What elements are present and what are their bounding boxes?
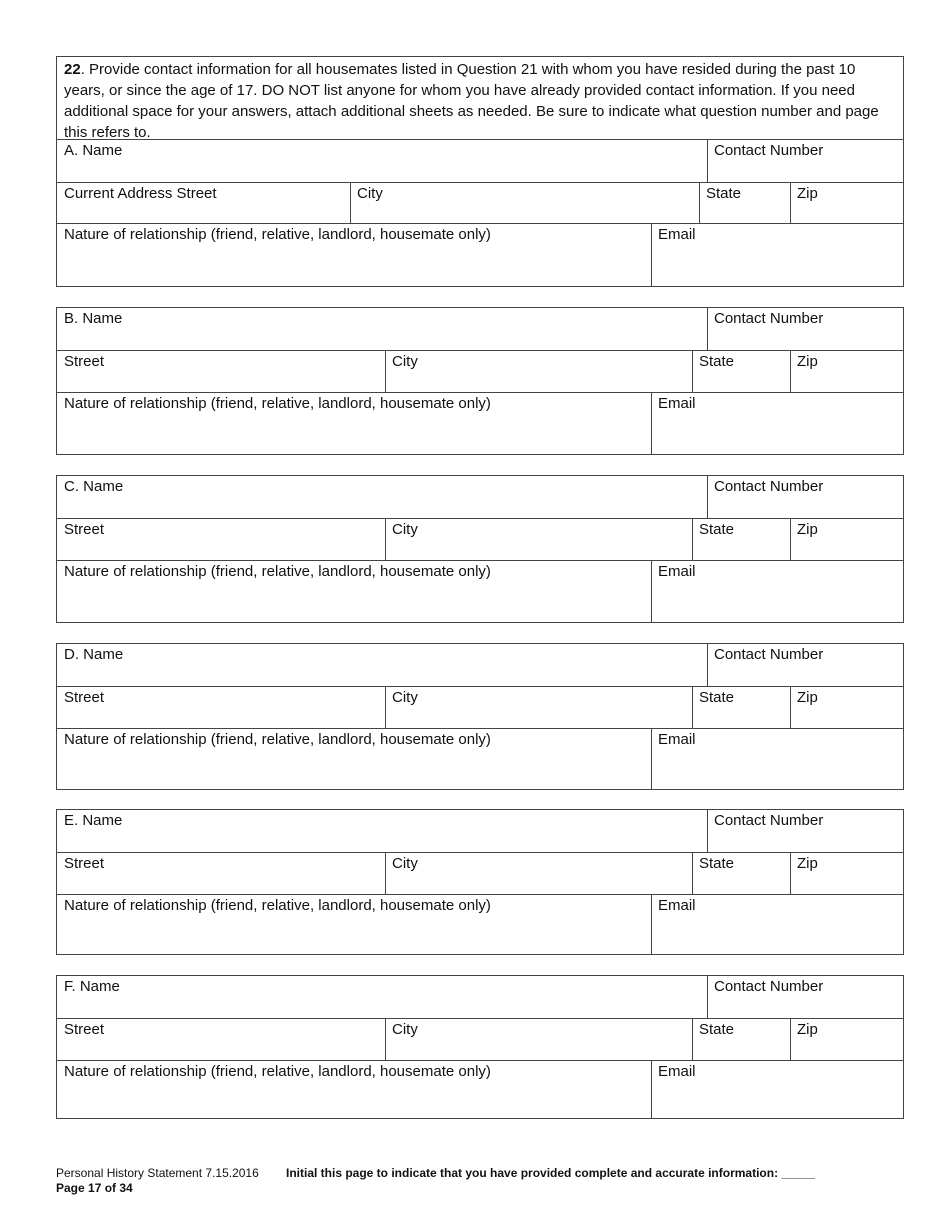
page-number: Page 17 of 34 (56, 1181, 133, 1195)
name-field[interactable]: A. Name (64, 142, 123, 159)
state-field[interactable]: State (699, 521, 735, 538)
state-field[interactable]: State (699, 689, 735, 706)
relationship-field[interactable]: Nature of relationship (friend, relative, landlord, housemate only) (64, 897, 491, 914)
name-field[interactable]: D. Name (64, 646, 124, 663)
housemate-block-a (56, 56, 904, 287)
city-field[interactable]: City (357, 185, 383, 202)
zip-field[interactable]: Zip (797, 185, 818, 202)
contact-number-field[interactable]: Contact Number (714, 142, 824, 159)
zip-field[interactable]: Zip (797, 1021, 818, 1038)
name-field[interactable]: B. Name (64, 310, 123, 327)
question-number: 22 (64, 61, 81, 78)
page-footer (56, 1166, 815, 1196)
zip-field[interactable]: Zip (797, 353, 818, 370)
name-field[interactable]: F. Name (64, 978, 120, 995)
contact-number-field[interactable]: Contact Number (714, 978, 824, 995)
contact-number-field[interactable]: Contact Number (714, 812, 824, 829)
relationship-field[interactable]: Nature of relationship (friend, relative, landlord, housemate only) (64, 731, 491, 748)
city-field[interactable]: City (392, 689, 418, 706)
street-field[interactable]: Current Address Street (64, 185, 217, 202)
contact-number-field[interactable]: Contact Number (714, 646, 824, 663)
question-22-text (57, 57, 903, 145)
question-body: . Provide contact information for all housemates listed in Question 21 with whom you have resided during the past 10 years, or since the age of 17. DO NOT list anyone for whom you have already provided contact information. If you need additional space for your answers, attach additional sheets as needed. Be sure to indicate what question number and page this refers to. (64, 61, 879, 141)
email-field[interactable]: Email (658, 563, 696, 580)
email-field[interactable]: Email (658, 1063, 696, 1080)
contact-number-field[interactable]: Contact Number (714, 478, 824, 495)
housemate-block-e (56, 809, 904, 955)
street-field[interactable]: Street (64, 521, 105, 538)
housemate-block-b (56, 307, 904, 455)
street-field[interactable]: Street (64, 1021, 105, 1038)
relationship-field[interactable]: Nature of relationship (friend, relative, landlord, housemate only) (64, 226, 491, 243)
relationship-field[interactable]: Nature of relationship (friend, relative, landlord, housemate only) (64, 1063, 491, 1080)
email-field[interactable]: Email (658, 395, 696, 412)
state-field[interactable]: State (699, 353, 735, 370)
name-field[interactable]: E. Name (64, 812, 123, 829)
relationship-field[interactable]: Nature of relationship (friend, relative, landlord, housemate only) (64, 563, 491, 580)
housemate-block-c (56, 475, 904, 623)
housemate-block-d (56, 643, 904, 790)
state-field[interactable]: State (699, 855, 735, 872)
email-field[interactable]: Email (658, 226, 696, 243)
email-field[interactable]: Email (658, 897, 696, 914)
name-field[interactable]: C. Name (64, 478, 124, 495)
city-field[interactable]: City (392, 1021, 418, 1038)
initial-instruction: Initial this page to indicate that you have provided complete and accurate information: _____ (286, 1166, 815, 1180)
state-field[interactable]: State (706, 185, 742, 202)
street-field[interactable]: Street (64, 353, 105, 370)
relationship-field[interactable]: Nature of relationship (friend, relative, landlord, housemate only) (64, 395, 491, 412)
email-field[interactable]: Email (658, 731, 696, 748)
zip-field[interactable]: Zip (797, 689, 818, 706)
housemate-block-f (56, 975, 904, 1119)
form-id: Personal History Statement 7.15.2016 (56, 1166, 259, 1180)
city-field[interactable]: City (392, 521, 418, 538)
city-field[interactable]: City (392, 855, 418, 872)
city-field[interactable]: City (392, 353, 418, 370)
state-field[interactable]: State (699, 1021, 735, 1038)
zip-field[interactable]: Zip (797, 855, 818, 872)
street-field[interactable]: Street (64, 855, 105, 872)
street-field[interactable]: Street (64, 689, 105, 706)
zip-field[interactable]: Zip (797, 521, 818, 538)
contact-number-field[interactable]: Contact Number (714, 310, 824, 327)
